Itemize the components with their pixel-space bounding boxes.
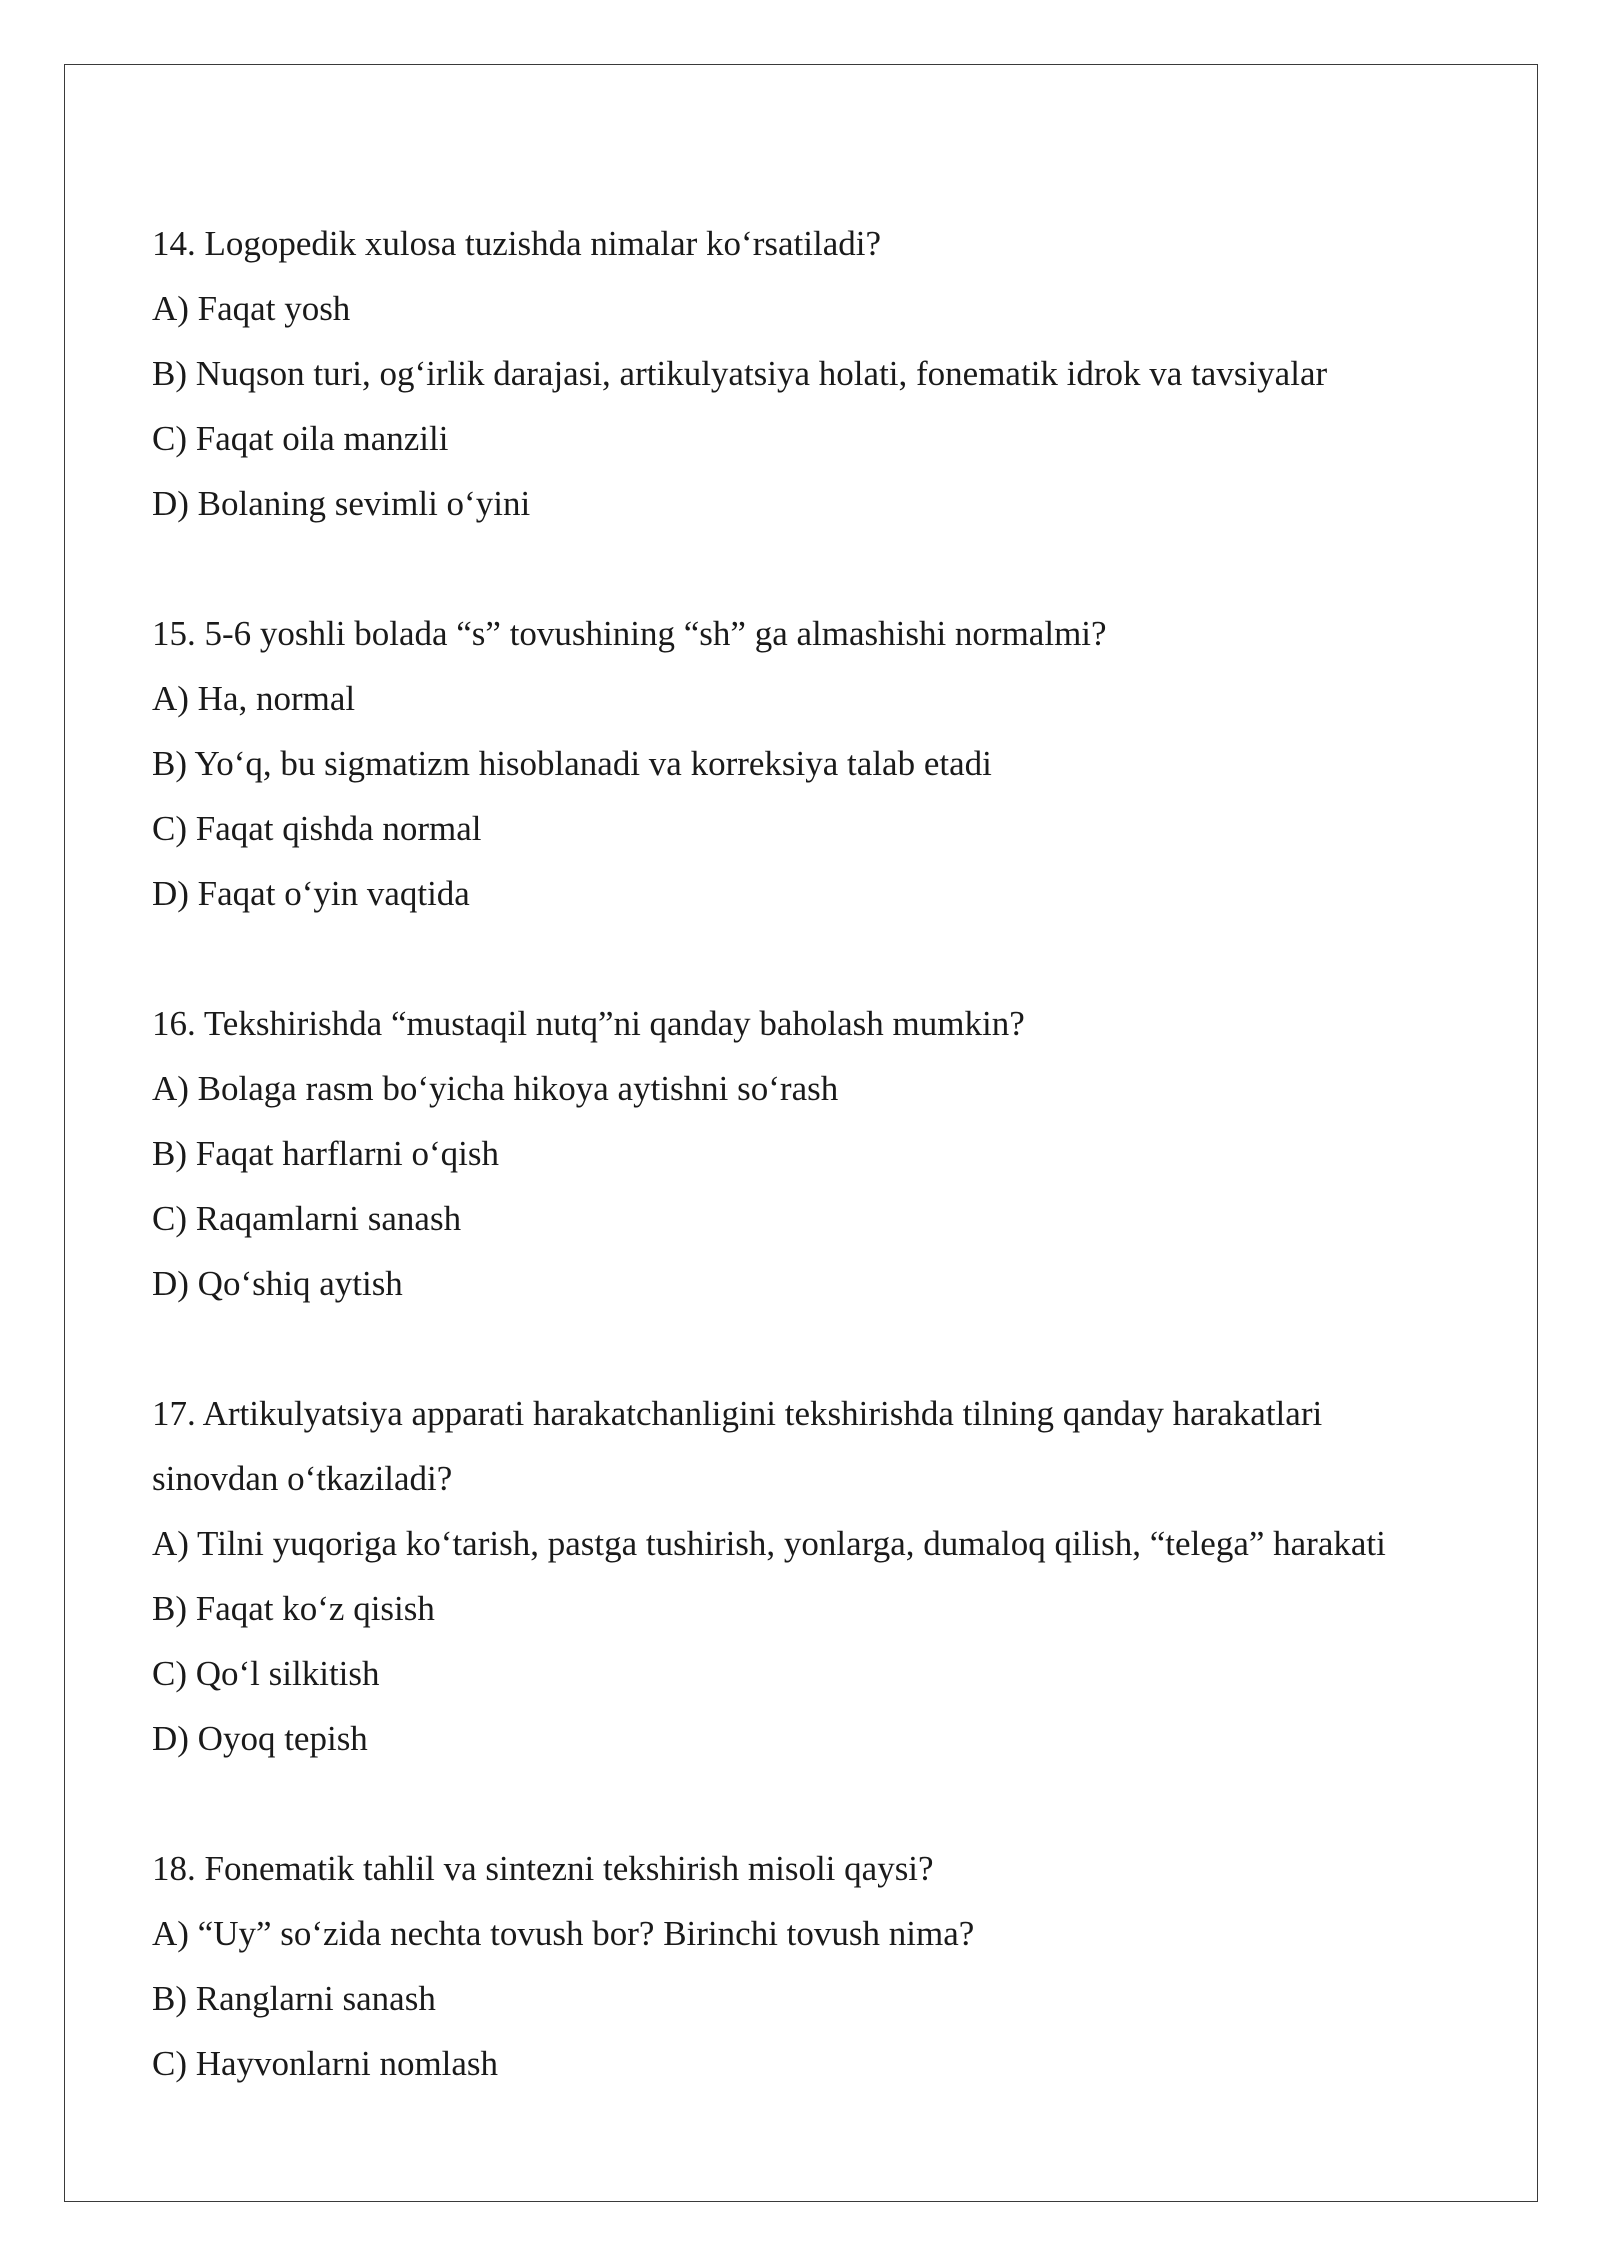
answer-option-c: C) Faqat qishda normal: [152, 809, 482, 848]
answer-option-b: B) Nuqson turi, og‘irlik darajasi, artikulyatsiya holati, fonematik idrok va tavsiyalar: [152, 354, 1328, 393]
question-stem-line-1: 17. Artikulyatsiya apparati harakatchanligini tekshirishda tilning qanday harakatlari: [152, 1394, 1323, 1433]
test-content: [152, 211, 1492, 2096]
answer-option-c: C) Hayvonlarni nomlash: [152, 2044, 499, 2083]
question-14: [152, 211, 1492, 536]
question-stem: 16. Tekshirishda “mustaqil nutq”ni qanday baholash mumkin?: [152, 1004, 1025, 1043]
answer-option-d: D) Qo‘shiq aytish: [152, 1264, 403, 1303]
question-15: [152, 601, 1492, 926]
question-18: [152, 1836, 1492, 2096]
answer-option-a: A) Ha, normal: [152, 679, 356, 718]
answer-option-b: B) Yo‘q, bu sigmatizm hisoblanadi va korreksiya talab etadi: [152, 744, 992, 783]
answer-option-c: C) Faqat oila manzili: [152, 419, 449, 458]
answer-option-a: A) Bolaga rasm bo‘yicha hikoya aytishni so‘rash: [152, 1069, 839, 1108]
answer-option-d: D) Oyoq tepish: [152, 1719, 368, 1758]
answer-option-d: D) Faqat o‘yin vaqtida: [152, 874, 470, 913]
question-17: [152, 1381, 1492, 1771]
answer-option-b: B) Faqat ko‘z qisish: [152, 1589, 435, 1628]
answer-option-a: A) Tilni yuqoriga ko‘tarish, pastga tushirish, yonlarga, dumaloq qilish, “telega” harakati: [152, 1524, 1386, 1563]
answer-option-b: B) Ranglarni sanash: [152, 1979, 436, 2018]
answer-option-c: C) Qo‘l silkitish: [152, 1654, 380, 1693]
answer-option-a: A) Faqat yosh: [152, 289, 351, 328]
question-stem-line-2: sinovdan o‘tkaziladi?: [152, 1459, 453, 1498]
answer-option-a: A) “Uy” so‘zida nechta tovush bor? Birinchi tovush nima?: [152, 1914, 975, 1953]
question-16: [152, 991, 1492, 1316]
answer-option-b: B) Faqat harflarni o‘qish: [152, 1134, 499, 1173]
answer-option-c: C) Raqamlarni sanash: [152, 1199, 462, 1238]
answer-option-d: D) Bolaning sevimli o‘yini: [152, 484, 531, 523]
question-stem: 18. Fonematik tahlil va sintezni tekshirish misoli qaysi?: [152, 1849, 934, 1888]
question-stem: 15. 5-6 yoshli bolada “s” tovushining “sh” ga almashishi normalmi?: [152, 614, 1107, 653]
question-stem: 14. Logopedik xulosa tuzishda nimalar ko‘rsatiladi?: [152, 224, 881, 263]
